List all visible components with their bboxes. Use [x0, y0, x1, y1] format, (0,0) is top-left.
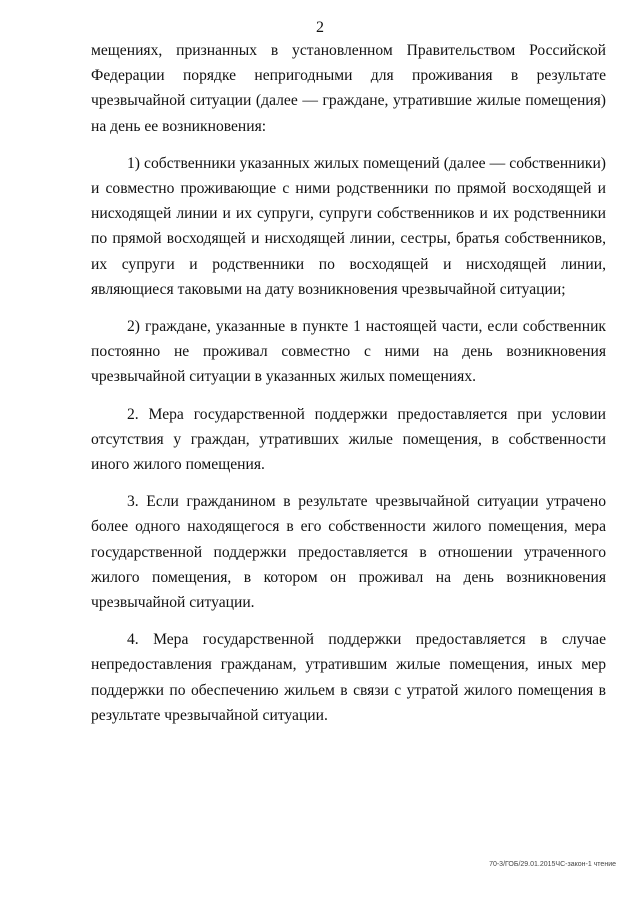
paragraph-clause-2: 2. Мера государственной поддержки предоставляется при условии отсутствия у граждан, утративших жилые помещения, в собственности иного жилого помещения.: [91, 405, 606, 474]
paragraph-clause-3: 3. Если гражданином в результате чрезвычайной ситуации утрачено более одного находящегося в его собственности жилого помещения, мера государственной поддержки предоставляется в отношении утраченного жилого помещения, в котором он проживал на день возникновения чрезвычайной ситуации.: [91, 493, 606, 612]
paragraph-item-2: 2) граждане, указанные в пункте 1 настоящей части, если собственник постоянно не проживал совместно с ними на день возникновения чрезвычайной ситуации в указанных жилых помещениях.: [91, 318, 606, 386]
paragraph-clause-4: 4. Мера государственной поддержки предоставляется в случае непредоставления гражданам, утратившим жилые помещения, иных мер поддержки по обеспечению жильем в связи с утратой жилого помещения в результате чрезвычайной ситуации.: [91, 631, 606, 724]
document-footer-code: 70-3/ГОБ/29.01.2015ЧС-закон-1 чтение: [489, 861, 616, 868]
paragraph-item-1: 1) собственники указанных жилых помещений (далее — собственники) и совместно проживающие с ними родственники по прямой восходящей и нисходящей линии и их супруги, супруги собственников и их родственники по прямой восходящей и нисходящей линии, сестры, братья собственников, их супруги и родственники по восходящей и нисходящей линии, являющиеся таковыми на дату возникновения чрезвычайной ситуации;: [91, 154, 606, 298]
paragraph-continuation: мещениях, признанных в установленном Правительством Российской Федерации порядке непригодными для проживания в результате чрезвычайной ситуации (далее — граждане, утратившие жилые помещения) на день ее возникновения:: [91, 42, 606, 135]
page-number: 2: [316, 19, 324, 36]
document-body: [91, 38, 606, 740]
